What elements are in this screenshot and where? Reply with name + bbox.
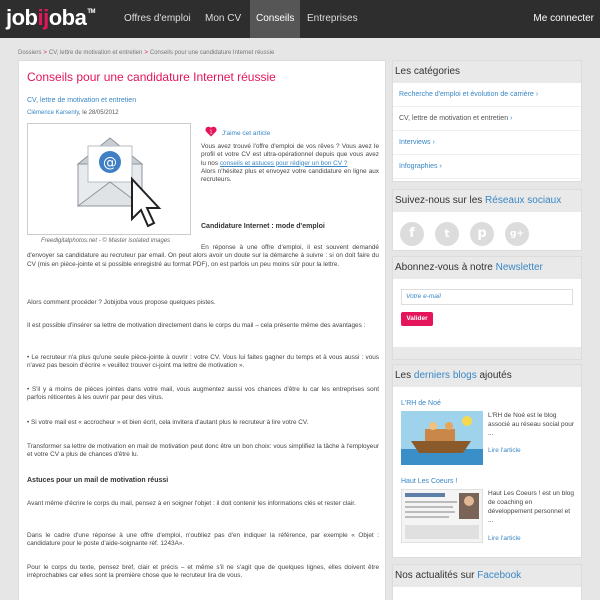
article-author: Clémence Karsenty, le 28/05/2012 bbox=[27, 110, 119, 116]
category-item-interviews[interactable]: Interviews › bbox=[393, 131, 581, 155]
newsletter-title: Abonnez-vous à notre Newsletter bbox=[393, 257, 581, 279]
blog-read-more-link[interactable]: Lire l'article bbox=[488, 535, 521, 542]
heart-icon bbox=[205, 126, 217, 137]
category-item-cv[interactable]: CV, lettre de motivation et entretien › bbox=[393, 107, 581, 131]
blog-read-more-link[interactable]: Lire l'article bbox=[488, 447, 521, 454]
blog-name-link[interactable]: Haut Les Coeurs ! bbox=[401, 478, 458, 485]
article-paragraph: Dans le cadre d'une réponse à une offre d'emploi, n'oubliez pas d'en indiquer la référence, par exemple « Objet : candidature pour le poste d'aide-soignante réf. 1243A». bbox=[27, 532, 379, 548]
blog-description: Haut Les Coeurs ! est un blog de coaching en développement personnel et ... bbox=[488, 490, 574, 524]
login-link[interactable]: Me connecter bbox=[533, 13, 594, 24]
breadcrumb-dossiers[interactable]: Dossiers bbox=[18, 50, 42, 56]
top-navigation-bar bbox=[0, 0, 600, 38]
nav-conseils[interactable]: Conseils bbox=[250, 0, 300, 38]
breadcrumb-current: Conseils pour une candidature Internet réussie bbox=[149, 50, 275, 56]
categories-panel bbox=[392, 60, 582, 182]
latest-blogs-panel bbox=[392, 364, 582, 558]
like-button[interactable]: 1 J'aime cet article bbox=[205, 124, 270, 137]
svg-text:@: @ bbox=[103, 155, 117, 171]
blog-description: L'RH de Noé est le blog associé au réseau social pour ... bbox=[488, 412, 574, 437]
jobijoba-logo[interactable]: jobijoba™ bbox=[6, 5, 96, 30]
svg-text:1: 1 bbox=[209, 129, 213, 136]
article-paragraph: Avant même d'écrire le corps du mail, pensez à en soigner l'objet : il doit contenir les informations clés et rester clair. bbox=[27, 500, 356, 507]
facebook-icon[interactable]: f bbox=[400, 222, 424, 246]
social-panel bbox=[392, 189, 582, 251]
newsletter-email-input[interactable]: Votre e-mail bbox=[401, 289, 573, 305]
nav-offres-emploi[interactable]: Offres d'emploi bbox=[124, 13, 191, 24]
breadcrumb: Dossiers > CV, lettre de motivation et entretien > Conseils pour une candidature Internet réussie bbox=[18, 50, 275, 56]
article-intro: Vous avez trouvé l'offre d'emploi de vos rêves ? Vous avez le profil et votre CV est ultra-opérationnel depuis que vous avez lu nos conseils et astuces pour rédiger un bon CV ? Alors n'hésitez plus et envoyez votre candidature en ligne aux recruteurs. bbox=[201, 143, 379, 184]
categories-title: Les catégories bbox=[393, 61, 581, 83]
breadcrumb-category[interactable]: CV, lettre de motivation et entretien bbox=[48, 50, 143, 56]
blog-thumbnail[interactable] bbox=[401, 411, 483, 465]
article-paragraph: En réponse à une offre d'emploi, il est souvent demandé d'envoyer sa candidature au recruteur par email. On peut alors avoir un doute sur la démarche à suivre : si on doit faire du CV (mis en pièce-jointe et si possible enregistré au format PDF), on est parfois un peu moins sûr pour la lettre. bbox=[27, 244, 379, 268]
author-link[interactable]: Clémence Karsenty bbox=[27, 110, 79, 116]
email-envelope-icon bbox=[28, 124, 190, 234]
pinterest-icon[interactable]: p bbox=[470, 222, 494, 246]
article-paragraph: Transformer sa lettre de motivation en mail de motivation peut donc être un bon choix: vous simplifiez la tâche à l'employeur et votre CV a plus de chances d'être lu. bbox=[27, 443, 379, 459]
category-item-infographies[interactable]: Infographies › bbox=[393, 155, 581, 179]
article-paragraph: • S'il y a moins de pièces jointes dans votre mail, vous augmentez aussi vos chances d'être lu car les entreprises sont parfois réticentes à les ouvrir par peur des virus. bbox=[27, 386, 379, 402]
cv-tips-link[interactable]: conseils et astuces pour rédiger un bon CV ? bbox=[219, 159, 348, 167]
article-panel bbox=[18, 60, 386, 600]
article-paragraph: Il est possible d'insérer sa lettre de motivation directement dans le corps du mail – cela présente même des avantages : bbox=[27, 322, 366, 329]
facebook-news-panel bbox=[392, 564, 582, 600]
newsletter-submit-button[interactable]: Valider bbox=[401, 312, 433, 326]
blog-name-link[interactable]: L'RH de Noé bbox=[401, 400, 441, 407]
article-category-link[interactable]: CV, lettre de motivation et entretien bbox=[27, 97, 137, 104]
latest-blogs-title: Les derniers blogs ajoutés bbox=[393, 365, 581, 387]
twitter-icon[interactable]: t bbox=[435, 222, 459, 246]
article-paragraph: Pour le corps du texte, pensez bref, clair et précis – et même s'il ne s'agit que de quelques lignes, elles doivent être irréprochables car elles sont la première chose que le recruteur lira de vous. bbox=[27, 564, 379, 580]
newsletter-panel bbox=[392, 256, 582, 360]
heading-astuces: Astuces pour un mail de motivation réussi bbox=[27, 477, 169, 484]
facebook-news-title: Nos actualités sur Facebook bbox=[393, 565, 581, 587]
article-image bbox=[27, 123, 191, 235]
heading-mode-emploi: Candidature Internet : mode d'emploi bbox=[201, 223, 325, 230]
google-plus-icon[interactable]: g+ bbox=[505, 222, 529, 246]
article-paragraph: • Le recruteur n'a plus qu'une seule pièce-jointe à ouvrir : votre CV. Vous lui faites gagner du temps et à vous aussi : vous n'avez pas besoin d'écrire « veuillez trouver ci-joint ma lettre de motivation ». bbox=[27, 354, 379, 370]
panel-footer bbox=[393, 347, 582, 359]
category-item-recherche[interactable]: Recherche d'emploi et évolution de carrière › bbox=[393, 83, 581, 107]
image-caption: Freedigitalphotos.net - © Master isolated images bbox=[41, 238, 171, 244]
article-paragraph: • Si votre mail est « accrocheur » et bien écrit, cela invitera d'autant plus le recruteur à lire votre CV. bbox=[27, 419, 309, 426]
article-paragraph: Alors comment procéder ? Jobijoba vous propose quelques pistes. bbox=[27, 299, 216, 306]
nav-mon-cv[interactable]: Mon CV bbox=[205, 13, 242, 24]
nav-entreprises[interactable]: Entreprises bbox=[307, 13, 358, 24]
article-title: Conseils pour une candidature Internet réussie bbox=[27, 70, 276, 84]
social-title: Suivez-nous sur les Réseaux sociaux bbox=[393, 190, 581, 212]
blog-thumbnail[interactable] bbox=[401, 489, 483, 543]
